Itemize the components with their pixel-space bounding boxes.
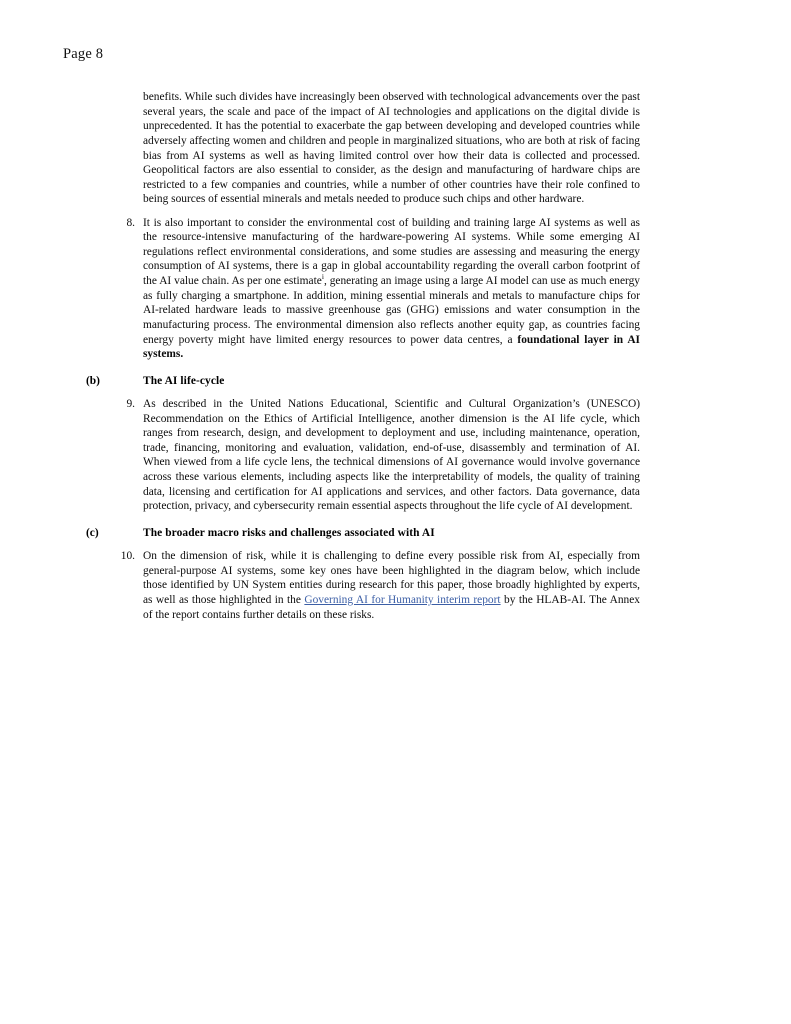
subheading-c <box>86 526 640 541</box>
paragraph-9 <box>86 397 640 514</box>
paragraph-8-number: 8. <box>126 216 135 229</box>
page-header-label: Page 8 <box>63 46 104 62</box>
paragraph-continued <box>86 90 640 207</box>
subheading-b-letter: (b) <box>86 374 100 387</box>
paragraph-8-text-part-2: , generating an image using a large AI model can use as much energy as fully charging a smartphone. In addition, mining essential minerals and metals to manufacture chips for AI-related hardware leads to massive greenhouse gas (GHG) emissions and water consumption in the manufacturing process. The environmental dimension also reflects another equity gap, as countries facing energy poverty might have limited energy resources to power data centres, a <box>143 275 640 346</box>
paragraph-9-number: 9. <box>126 397 135 410</box>
paragraph-8-bold-phrase: foundational layer in AI systems. <box>143 333 640 361</box>
footnote-reference-marker[interactable]: i <box>321 272 324 282</box>
document-body <box>86 90 640 622</box>
paragraph-10-number: 10. <box>120 550 135 562</box>
subheading-c-letter: (c) <box>86 526 99 539</box>
subheading-b-title: The AI life-cycle <box>143 374 225 387</box>
governing-ai-for-humanity-link[interactable]: Governing AI for Humanity interim report <box>304 593 501 606</box>
subheading-b <box>86 374 640 389</box>
paragraph-10-text-before-link: On the dimension of risk, while it is challenging to define every possible risk from AI, especially from general-purpose AI systems, some key ones have been highlighted in the diagram below, which include those identified by UN System entities during research for this paper, those broadly highlighted by experts, as well as those highlighted in the <box>143 550 640 606</box>
paragraph-10-text-after-link: by the HLAB-AI. The Annex of the report contains further details on these risks. <box>143 593 640 621</box>
subheading-c-title: The broader macro risks and challenges associated with AI <box>143 526 435 539</box>
paragraph-continued-text: benefits. While such divides have increasingly been observed with technological advancements over the past several years, the scale and pace of the impact of AI technologies and applications on the digital divide is unprecedented. It has the potential to exacerbate the gap between developing and developed countries while adversely affecting women and children and people in marginalized situations, who are both at risk of facing bias from AI systems as well as having limited control over how their data is collected and processed. Geopolitical factors are also essential to consider, as the design and manufacturing of hardware chips are restricted to a few companies and countries, while a number of other countries have their role confined to being sources of essential minerals and metals needed to produce such chips and other hardware. <box>143 91 640 206</box>
paragraph-9-text: As described in the United Nations Educational, Scientific and Cultural Organization’s (UNESCO) Recommendation on the Ethics of Artificial Intelligence, another dimension is the AI life cycle, which ranges from research, design, and development to deployment and use, including maintenance, operation, trade, financing, monitoring and evaluation, validation, end-of-use, disassembly and termination of AI. When viewed from a life cycle lens, the technical dimensions of AI governance would involve governance across these various elements, including aspects like the interpretability of models, the quality of training data, licensing and certification for AI applications and services, and other factors. Data governance, data protection, privacy, and cybersecurity remain essential aspects throughout the life cycle of AI development. <box>143 397 640 513</box>
paragraph-10 <box>86 549 640 622</box>
paragraph-8-text-part-1: It is also important to consider the environmental cost of building and training large AI systems as well as the resource-intensive manufacturing of the hardware-powering AI systems. While some emerging AI regulations reflect environmental considerations, and some studies are assessing and measuring the energy consumption of AI systems, there is a gap in global accountability regarding the overall carbon footprint of the AI value chain. As per one estimate <box>143 216 640 287</box>
paragraph-8 <box>86 216 640 362</box>
